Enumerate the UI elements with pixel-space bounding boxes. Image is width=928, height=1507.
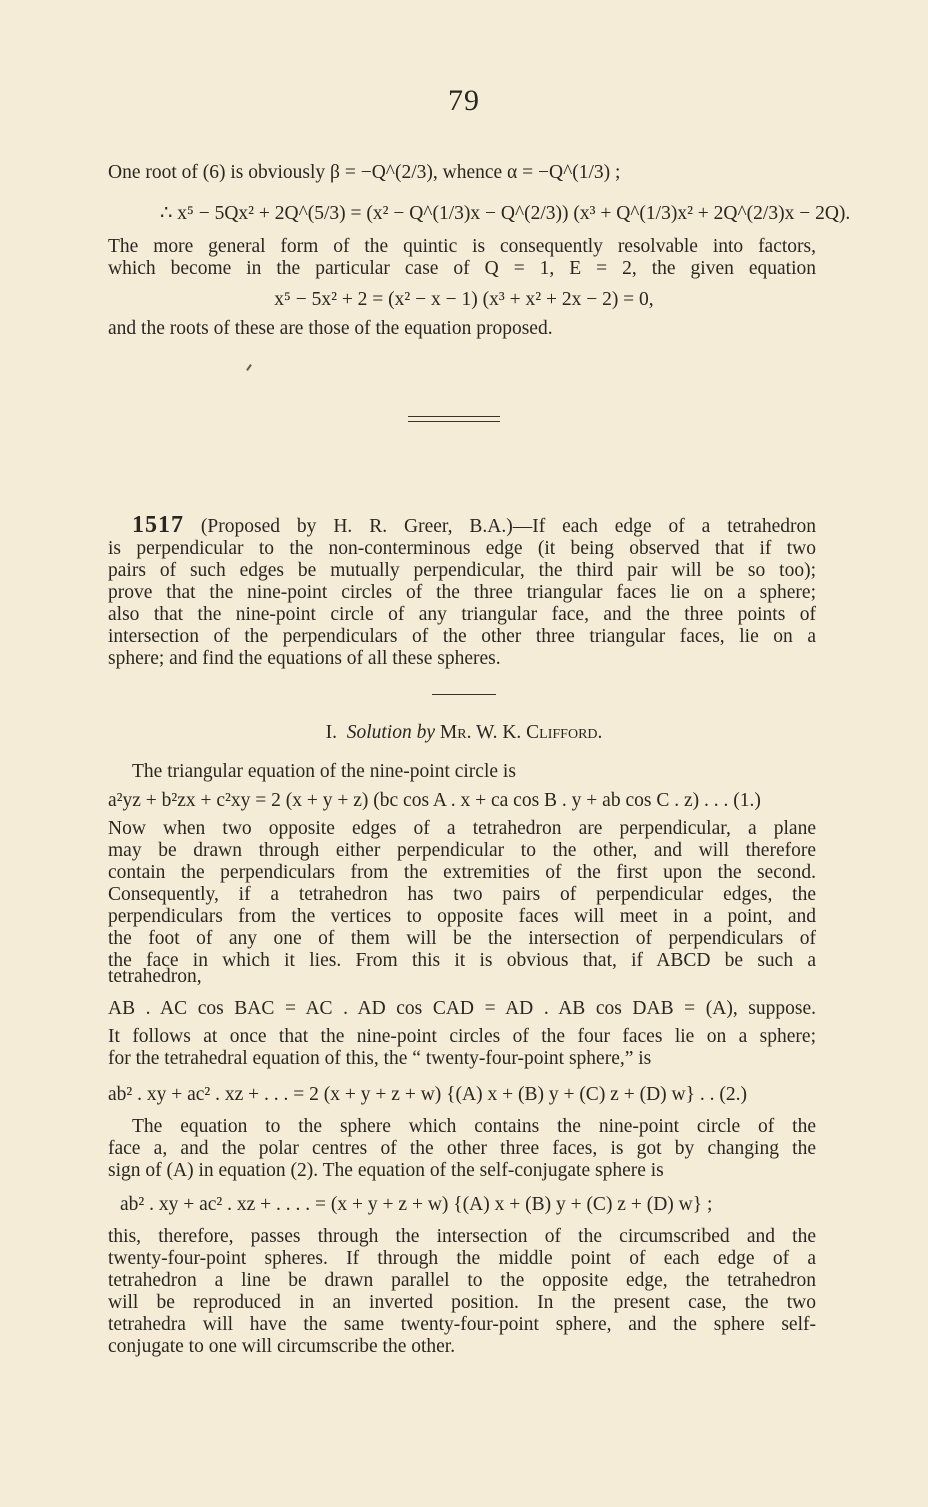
text-line: sign of (A) in equation (2). The equation of the self-conjugate sphere is: [108, 1160, 664, 1181]
text-line: twenty-four-point spheres. If through the middle point of each edge of a: [108, 1248, 816, 1269]
equation: AB . AC cos BAC = AC . AD cos CAD = AD . AB cos DAB = (A), suppose.: [108, 998, 816, 1019]
text-line: for the tetrahedral equation of this, the “ twenty-four-point sphere,” is: [108, 1048, 652, 1069]
text-line: It follows at once that the nine-point circles of the four faces lie on a sphere;: [108, 1026, 816, 1047]
equation: ab² . xy + ac² . xz + . . . . = (x + y + z + w) {(A) x + (B) y + (C) z + (D) w} ;: [120, 1194, 713, 1215]
text-line: prove that the nine-point circles of the three triangular faces lie on a sphere;: [108, 582, 816, 603]
equation: x⁵ − 5x² + 2 = (x² − x − 1) (x³ + x² + 2x − 2) = 0,: [274, 289, 654, 310]
problem-first-line: [132, 514, 816, 538]
text-line: tetrahedron,: [108, 966, 202, 987]
equation: ∴ x⁵ − 5Qx² + 2Q^(5/3) = (x² − Q^(1/3)x − Q^(2/3)) (x³ + Q^(1/3)x² + 2Q^(2/3)x − 2Q).: [160, 203, 851, 224]
text-line: the face in which it lies. From this it is obvious that, if ABCD be such a: [108, 950, 816, 971]
text-line: intersection of the perpendiculars of the other three triangular faces, lie on a: [108, 626, 816, 647]
text-line: this, therefore, passes through the intersection of the circumscribed and the: [108, 1226, 816, 1247]
solution-heading: [0, 722, 928, 744]
text-line: contain the perpendiculars from the extremities of the first upon the second.: [108, 862, 816, 883]
text-line: The more general form of the quintic is consequently resolvable into factors,: [108, 236, 816, 257]
text-line: may be drawn through either perpendicular to the other, and will therefore: [108, 840, 816, 861]
text-line: Consequently, if a tetrahedron has two pairs of perpendicular edges, the: [108, 884, 816, 905]
text-line: is perpendicular to the non-conterminous edge (it being observed that if two: [108, 538, 816, 559]
text-line: Now when two opposite edges of a tetrahedron are perpendicular, a plane: [108, 818, 816, 839]
text-line: which become in the particular case of Q = 1, E = 2, the given equation: [108, 258, 816, 279]
text-line: The equation to the sphere which contains the nine-point circle of the: [132, 1116, 816, 1137]
section-rule: [432, 694, 496, 695]
text-line: and the roots of these are those of the equation proposed.: [108, 318, 553, 339]
heading-numeral: I.: [325, 722, 337, 743]
ink-mark: [246, 364, 252, 371]
text-line: face a, and the polar centres of the other three faces, is got by changing the: [108, 1138, 816, 1159]
text-line: conjugate to one will circumscribe the other.: [108, 1336, 456, 1357]
page-number: 79: [448, 84, 480, 117]
problem-number: 1517: [132, 512, 184, 538]
section-rule: [408, 421, 500, 422]
heading-italic: Solution by: [346, 722, 436, 743]
text-line: The triangular equation of the nine-point circle is: [132, 761, 516, 782]
text-line: perpendiculars from the vertices to opposite faces will meet in a point, and: [108, 906, 816, 927]
text-line: sphere; and find the equations of all these spheres.: [108, 648, 501, 669]
section-rule: [408, 416, 500, 417]
text-line: also that the nine-point circle of any triangular face, and the three points of: [108, 604, 816, 625]
text-line: will be reproduced in an inverted position. In the present case, the two: [108, 1292, 816, 1313]
equation: ab² . xy + ac² . xz + . . . = 2 (x + y + z + w) {(A) x + (B) y + (C) z + (D) w} . . (2.): [108, 1084, 747, 1105]
text-line: tetrahedron a line be drawn parallel to the opposite edge, the tetrahedron: [108, 1270, 816, 1291]
text-line: the foot of any one of them will be the intersection of perpendiculars of: [108, 928, 816, 949]
equation: a²yz + b²zx + c²xy = 2 (x + y + z) (bc cos A . x + ca cos B . y + ab cos C . z) . . . (1.): [108, 790, 761, 811]
text-line: pairs of such edges be mutually perpendicular, the third pair will be so too);: [108, 560, 816, 581]
heading-author: Mr. W. K. Clifford.: [439, 722, 603, 743]
text-line: One root of (6) is obviously β = −Q^(2/3), whence α = −Q^(1/3) ;: [108, 162, 621, 183]
problem-intro: (Proposed by H. R. Greer, B.A.)—If each edge of a tetrahedron: [200, 516, 817, 537]
text-line: tetrahedra will have the same twenty-four-point sphere, and the sphere self-: [108, 1314, 816, 1335]
